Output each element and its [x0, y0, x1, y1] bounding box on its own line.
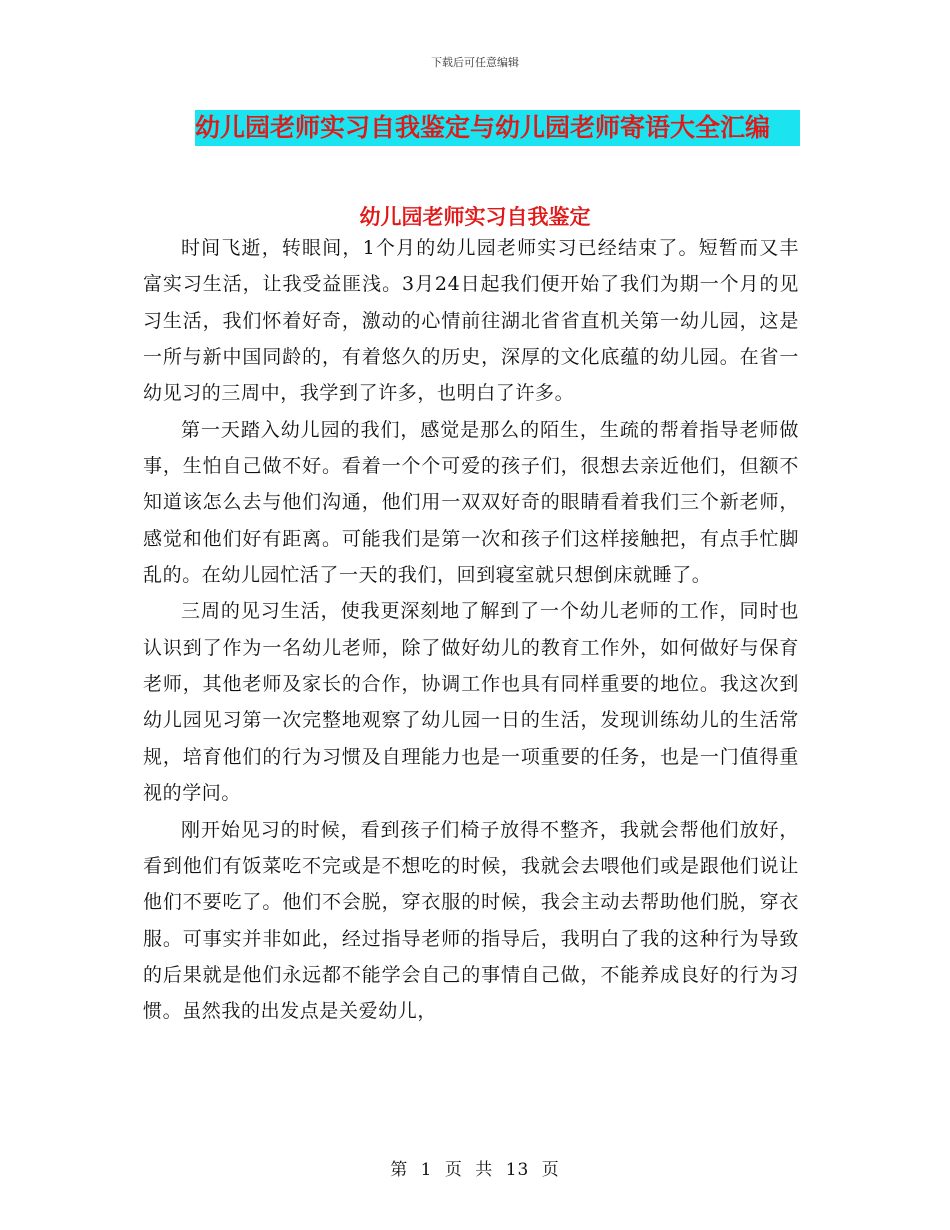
paragraph: 时间飞逝，转眼间，1个月的幼儿园老师实习已经结束了。短暂而又丰富实习生活，让我受益匪浅。3月24日起我们便开始了我们为期一个月的见习生活，我们怀着好奇，激动的心情前往湖北省省直机关第一幼儿园，这是一所与新中国同龄的，有着悠久的历史，深厚的文化底蕴的幼儿园。在省一幼见习的三周中，我学到了许多，也明白了许多。: [143, 237, 799, 405]
page-footer: 第 1 页 共 13 页: [390, 1160, 560, 1180]
header-note: 下载后可任意编辑: [431, 56, 519, 69]
paragraph: 第一天踏入幼儿园的我们，感觉是那么的陌生，生疏的帮着指导老师做事，生怕自己做不好。看着一个个可爱的孩子们，很想去亲近他们，但额不知道该怎么去与他们沟通，他们用一双双好奇的眼睛看着我们三个新老师，感觉和他们好有距离。可能我们是第一次和孩子们这样接触把，有点手忙脚乱的。在幼儿园忙活了一天的我们，回到寝室就只想倒床就睡了。: [143, 418, 799, 587]
section-title: 幼儿园老师实习自我鉴定: [359, 204, 591, 229]
paragraph: 三周的见习生活，使我更深刻地了解到了一个幼儿老师的工作，同时也认识到了作为一名幼儿老师，除了做好幼儿的教育工作外，如何做好与保育老师，其他老师及家长的合作，协调工作也具有同样重要的地位。我这次到幼儿园见习第一次完整地观察了幼儿园一日的生活，发现训练幼儿的生活常规，培育他们的行为习惯及自理能力也是一项重要的任务，也是一门值得重视的学问。: [143, 600, 799, 805]
paragraph: 刚开始见习的时候，看到孩子们椅子放得不整齐，我就会帮他们放好，看到他们有饭菜吃不完或是不想吃的时候，我就会去喂他们或是跟他们说让他们不要吃了。他们不会脱，穿衣服的时候，我会主动去帮助他们脱，穿衣服。可事实并非如此，经过指导老师的指导后，我明白了我的这种行为导致的后果就是他们永远都不能学会自己的事情自己做，不能养成良好的行为习惯。虽然我的出发点是关爱幼儿，: [143, 818, 799, 1023]
document-title: 幼儿园老师实习自我鉴定与幼儿园老师寄语大全汇编: [195, 110, 800, 146]
document-body: [143, 230, 799, 1030]
